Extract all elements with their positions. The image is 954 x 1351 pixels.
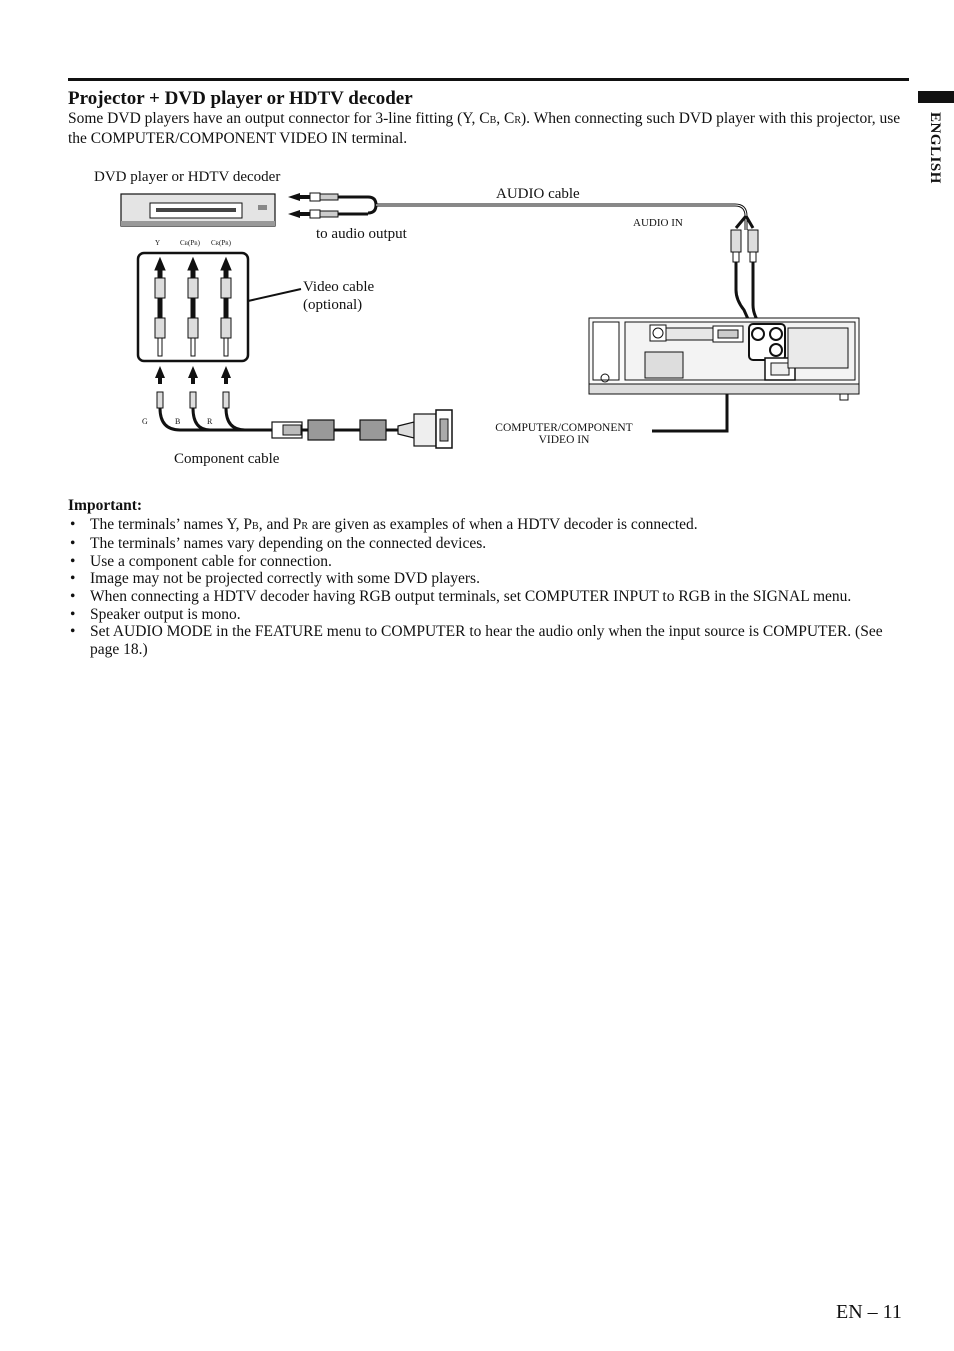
- list-item: • Speaker output is mono.: [70, 605, 241, 623]
- dvd-player-icon: [121, 194, 275, 226]
- computer-component-label-1: COMPUTER/COMPONENT: [495, 422, 633, 434]
- video-cable-leader: [248, 289, 301, 301]
- important-heading: Important:: [68, 497, 143, 514]
- list-item: • Set AUDIO MODE in the FEATURE menu to COMPUTER to hear the audio only when the input source is COMPUTER. (See page 18.): [70, 623, 883, 658]
- audio-in-plugs: [731, 216, 770, 335]
- list-item: • Image may not be projected correctly with some DVD players.: [70, 570, 480, 588]
- important-notes: [68, 497, 898, 658]
- plug-b-label: B: [175, 417, 181, 426]
- language-tab: ENGLISH: [927, 112, 943, 184]
- terminal-cr-label: CR(PR): [211, 239, 231, 247]
- list-item: • When connecting a HDTV decoder having RGB output terminals, set COMPUTER INPUT to RGB in the SIGNAL menu.: [70, 587, 852, 605]
- component-arrows: [155, 366, 231, 384]
- plug-g-label: G: [142, 417, 148, 426]
- important-list: [68, 516, 898, 659]
- audio-output-arrows: [288, 193, 338, 218]
- top-rule: [68, 78, 909, 81]
- connection-diagram: [0, 160, 954, 480]
- list-item: • The terminals’ names Y, PB, and PR are given as examples of when a HDTV decoder is connected.: [70, 515, 698, 533]
- intro-paragraph: Some DVD players have an output connector for 3-line fitting (Y, CB, CR). When connecting such DVD player with this projector, use the COMPUTER/COMPONENT VIDEO IN terminal.: [68, 110, 901, 147]
- to-audio-output-label: to audio output: [316, 226, 407, 242]
- list-item: • The terminals’ names vary depending on the connected devices.: [70, 535, 487, 553]
- computer-component-label-2: VIDEO IN: [538, 434, 590, 446]
- audio-cable-label: AUDIO cable: [496, 186, 580, 202]
- component-cable: [157, 392, 452, 448]
- terminal-cb-label: CB(PB): [180, 239, 200, 247]
- language-tab-marker: [918, 91, 954, 103]
- projector-rear-icon: [589, 318, 859, 400]
- video-cable-label-1: Video cable: [303, 279, 375, 295]
- page-number: EN – 11: [836, 1301, 902, 1323]
- audio-cable-inner: [376, 205, 746, 230]
- plug-r-label: R: [207, 417, 213, 426]
- terminal-y-label: Y: [155, 239, 161, 247]
- dvd-player-label: DVD player or HDTV decoder: [94, 169, 281, 185]
- audio-in-label: AUDIO IN: [633, 217, 683, 229]
- list-item: • Use a component cable for connection.: [70, 552, 332, 570]
- video-cable-label-2: (optional): [303, 297, 363, 313]
- section-title: Projector + DVD player or HDTV decoder: [68, 88, 413, 109]
- component-cable-label: Component cable: [174, 451, 280, 467]
